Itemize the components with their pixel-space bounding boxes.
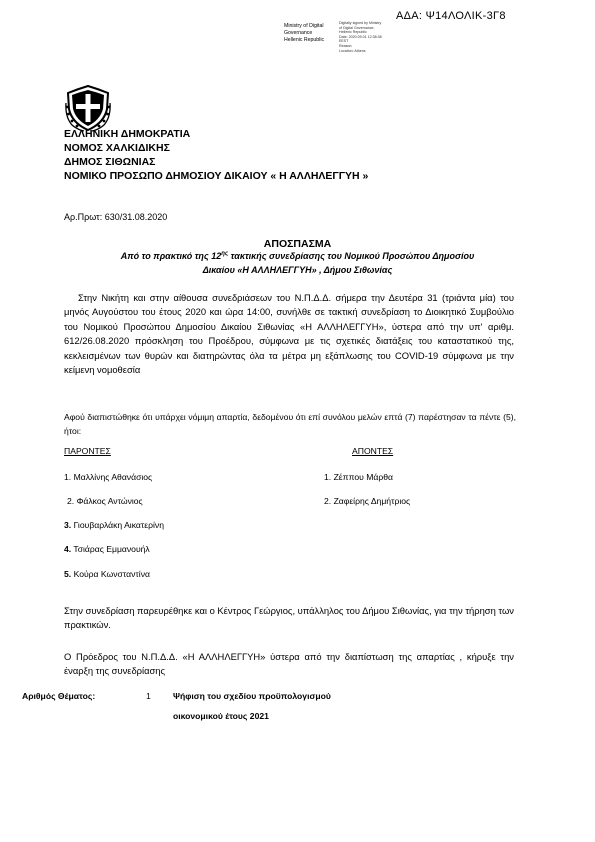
absent-member: [324, 496, 410, 506]
signature-issuer: [284, 23, 324, 44]
signature-details: [339, 21, 382, 53]
subtitle-pre: Από το πρακτικό της 12: [120, 251, 222, 261]
signature-issuer-line: Governance: [284, 30, 313, 36]
present-member: [64, 569, 150, 579]
member-name: Ζέππου Μάρθα: [333, 472, 394, 482]
agenda-label: Αριθμός Θέματος:: [22, 691, 96, 701]
agenda-subject: Ψήφιση του σχεδίου προϋπολογισμού: [173, 691, 331, 701]
header-prefecture: ΝΟΜΟΣ ΧΑΛΚΙΔΙΚΗΣ: [64, 142, 170, 154]
protocol-number: Αρ.Πρωτ: 630/31.08.2020: [64, 212, 168, 222]
absent-member: [324, 472, 393, 482]
member-number: 1.: [64, 472, 72, 482]
signature-detail-line: Reason:: [339, 43, 353, 48]
greek-coat-of-arms-icon: [64, 83, 112, 133]
present-member: [64, 520, 164, 530]
member-number: 3.: [64, 520, 72, 530]
member-number: 5.: [64, 569, 72, 579]
absent-header: ΑΠΟΝΤΕΣ: [352, 446, 394, 456]
header-municipality: ΔΗΜΟΣ ΣΙΘΩΝΙΑΣ: [64, 156, 156, 168]
agenda-subject-line2: οικονομικού έτους 2021: [173, 711, 269, 721]
present-header: ΠΑΡΟΝΤΕΣ: [64, 446, 111, 456]
signature-detail-line: Digitally signed by Ministry: [339, 21, 382, 25]
signature-issuer-line: Hellenic Republic: [284, 37, 325, 43]
intro-paragraph: Στην Νικήτη και στην αίθουσα συνεδριάσεων του Ν.Π.Δ.Δ. σήμερα την Δευτέρα 31 (τριάντα μία) του μηνός Αυγούστου του έτους 2020 και ώρα 14:00, συνήλθε σε τακτική συνεδρίαση το Διοικητικό Συμβούλιο του Νομικού Προσώπου Δημοσίου Δικαίου Σιθωνίας «Η ΑΛΛΗΛΕΓΓΥΗ», ύστερα από την υπ' αριθμ. 612/26.08.2020 πρόσκληση του Προέδρου, σύμφωνα με τις σχετικές διατάξεις του καταστατικού της, κεκλεισμένων των θυρών και διατηρώντας όλα τα μέτρα μη εξάπλωσης του COVID-19 σύμφωνα με την κείμενη νομοθεσία: [64, 292, 514, 376]
present-member: [67, 496, 143, 506]
member-name: Φάλκος Αντώνιος: [76, 496, 143, 506]
signature-detail-line: EEST: [339, 39, 349, 44]
member-name: Τσιάρας Εμμανουήλ: [73, 544, 150, 554]
document-title: ΑΠΟΣΠΑΣΜΑ: [263, 238, 332, 250]
present-member: [64, 472, 152, 482]
subtitle-post: τακτικής συνεδρίασης του Νομικού Προσώπου Δημοσίου: [228, 251, 475, 261]
signature-issuer-line: Ministry of Digital: [284, 23, 324, 29]
subtitle-superscript: ης: [221, 251, 229, 257]
member-number: 2.: [67, 496, 75, 506]
document-subtitle-line2: Δικαίου «Η ΑΛΛΗΛΕΓΓΥΗ» , Δήμου Σιθωνίας: [202, 265, 393, 275]
present-member: [64, 544, 150, 554]
header-legal-entity: ΝΟΜΙΚΟ ΠΡΟΣΩΠΟ ΔΗΜΟΣΙΟΥ ΔΙΚΑΙΟΥ « Η ΑΛΛΗΛΕΓΓΥΗ »: [64, 170, 369, 182]
signature-detail-line: Hellenic Republic: [339, 30, 367, 35]
member-number: 1.: [324, 472, 332, 482]
document-subtitle: [0, 251, 595, 261]
member-name: Γιουβαρλάκη Αικατερίνη: [73, 520, 164, 530]
agenda-number: 1: [146, 691, 151, 701]
quorum-paragraph: Αφού διαπιστώθηκε ότι υπάρχει νόμιμη απαρτία, δεδομένου ότι επί συνόλου μελών επτά (7) παρέστησαν τα πέντε (5), ήτοι:: [64, 412, 516, 436]
signature-detail-line: of Digital Governance,: [339, 25, 375, 30]
header-country: ΕΛΛΗΝΙΚΗ ΔΗΜΟΚΡΑΤΙΑ: [64, 128, 191, 140]
secretary-paragraph: Στην συνεδρίαση παρευρέθηκε και ο Κέντρος Γεώργιος, υπάλληλος του Δήμου Σιθωνίας, για την τήρηση των πρακτικών.: [64, 605, 514, 631]
signature-detail-line: Date: 2020.09.01 12:38:38: [339, 34, 382, 39]
signature-detail-line: Location: Athens: [339, 48, 366, 53]
president-paragraph: Ο Πρόεδρος του Ν.Π.Δ.Δ. «Η ΑΛΛΗΛΕΓΓΥΗ» ύστερα από την διαπίστωση της απαρτίας , κήρυξε την έναρξη της συνεδρίασης: [64, 651, 514, 677]
member-name: Κούρα Κωνσταντίνα: [73, 569, 150, 579]
member-number: 2.: [324, 496, 332, 506]
member-number: 4.: [64, 544, 72, 554]
member-name: Ζαφείρης Δημήτριος: [333, 496, 411, 506]
ada-code: ΑΔΑ: Ψ14ΛΟΛΙΚ-3Γ8: [396, 10, 506, 22]
member-name: Μαλλίνης Αθανάσιος: [73, 472, 153, 482]
